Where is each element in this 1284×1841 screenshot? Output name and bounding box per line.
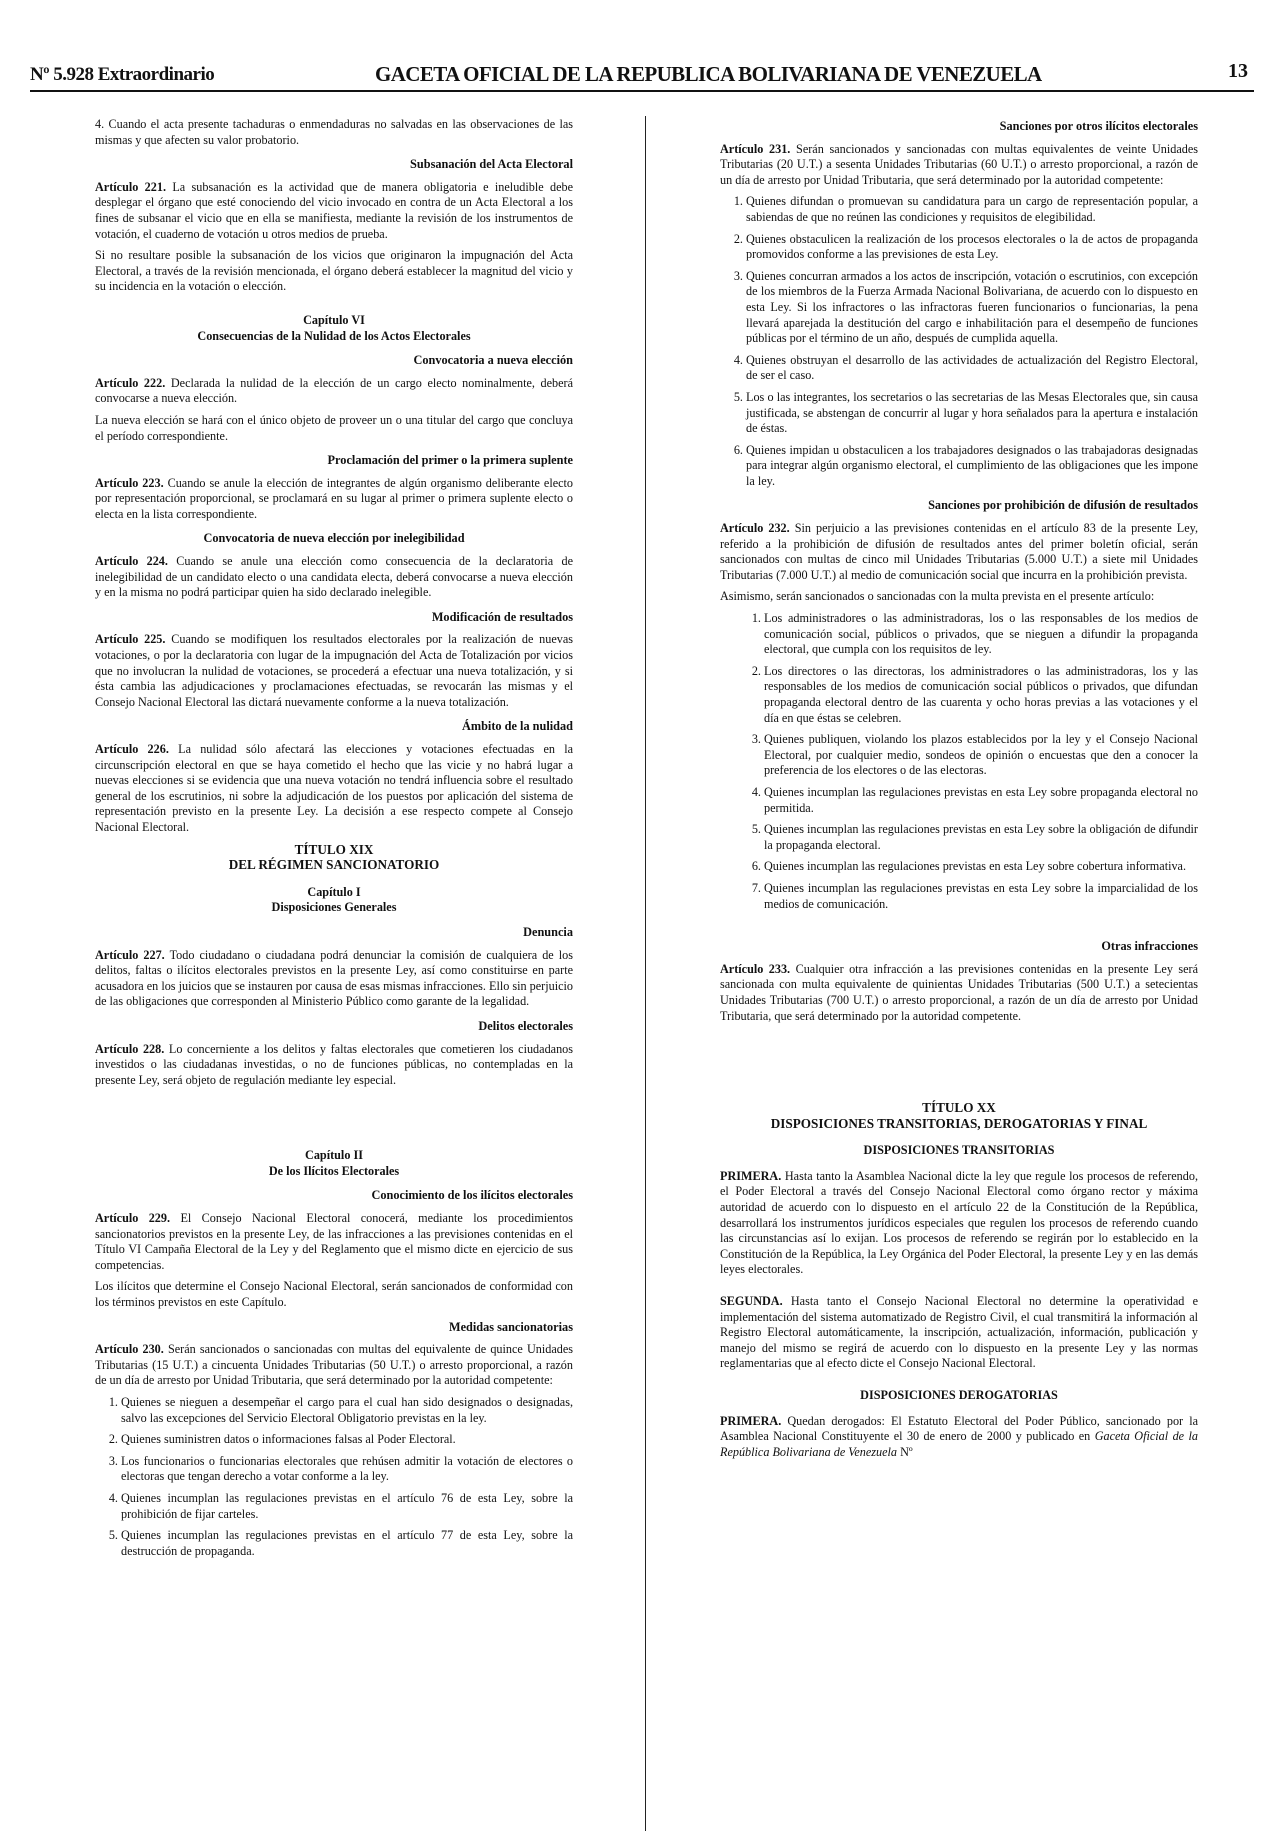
section-heading: Conocimiento de los ilícitos electorales (371, 1188, 573, 1203)
article-223 (95, 476, 573, 523)
list-item: 2. Los directores o las directoras, los administradores o las administradoras, los y las responsables de los medios de comunicación social públicos o privados, que difundan propaganda electoral dentro de las cuarenta y ocho horas previas a las votaciones y el día en que éstas se celebren. (764, 664, 1198, 726)
transitory-first (720, 1169, 1198, 1278)
article-227 (95, 948, 573, 1010)
article-text: Cuando se anule una elección como consecuencia de la declaratoria de inelegibilidad de un candidato electo o una candidata electa, deberá convocarse a nueva elección y en la misma no podrá participar quien ha sido declarado inelegible. (95, 554, 573, 600)
article-label: Artículo 223. (95, 475, 164, 490)
article-label: Artículo 230. (95, 1342, 164, 1357)
article-233 (720, 962, 1198, 1024)
article-230 (95, 1342, 573, 1389)
list-item: 1. Los administradores o las administradoras, los o las responsables de los medios de comunicación social, públicos o privados, que se nieguen a difundir la propaganda electoral, que cumpla con los requisitos de ley. (764, 611, 1198, 658)
title-label: TÍTULO XIX (294, 841, 374, 857)
section-heading: Sanciones por otros ilícitos electorales (999, 119, 1198, 133)
page-number: 13 (1228, 60, 1248, 82)
list-item: 4. Quienes obstruyan el desarrollo de las actividades de actualización del Registro Electoral, de ser el caso. (746, 353, 1198, 384)
article-text: Lo concerniente a los delitos y faltas electorales que cometieren los ciudadanos investidos o las ciudadanas investidas, o no de funciones públicas, no contempladas en la presente Ley, será objeto de regulación mediante ley especial. (95, 1041, 573, 1087)
article-label: Artículo 227. (95, 947, 165, 962)
list-item: 4. Cuando el acta presente tachaduras o enmendaduras no salvadas en las observaciones de las mismas y que afecten su valor probatorio. (95, 117, 573, 147)
article-label: Artículo 228. (95, 1041, 165, 1056)
article-text: La subsanación es la actividad que de manera obligatoria e ineludible debe desplegar el órgano que esté conociendo del vicio invocado en contra de un Acta Electoral a los fines de subsanar el vicio que en ella se manifiesta, mediante la revisión de los instrumentos de votación, el cuaderno de votación u otros medios de prueba. (95, 179, 574, 241)
list-item: 1. Quienes difundan o promuevan su candidatura para un cargo de representación popular, a sabiendas de que no reúnen las condiciones y requisitos de elegibilidad. (746, 194, 1198, 225)
list-item: 2. Quienes obstaculicen la realización de los procesos electorales o la de actos de propaganda promovidos conforme a las previsiones de esta Ley. (746, 232, 1198, 263)
article-221 (95, 180, 573, 242)
article-text: Hasta tanto la Asamblea Nacional dicte la ley que regule los procesos de referendo, el Poder Electoral a través del Consejo Nacional Electoral como órgano rector y máxima autoridad de acuerdo con lo dispuesto en el artículo 22 de la Constitución de la República, desarrollará los instrumentos jurídicos especiales que regulen los procesos de referendo cuando las circunstancias así lo exijan. Los procesos de referendo se regirán por lo establecido en la Constitución de la República, la Ley Orgánica del Poder Electoral, la presente Ley y en las demás leyes electorales. (720, 1168, 1198, 1277)
section-heading: Modificación de resultados (431, 609, 573, 624)
section-heading: Convocatoria de nueva elección por inelegibilidad (203, 531, 465, 546)
section-heading: Otras infracciones (1101, 939, 1198, 954)
section-heading: Delitos electorales (478, 1018, 573, 1033)
article-text: Hasta tanto el Consejo Nacional Electoral no determine la operatividad e implementación del sistema automatizado de Registro Civil, el cual transmitirá la información al Registro Electoral automáticamente, la inscripción, actualización, información, publicación y manejo del mismo se regirá de acuerdo con lo dispuesto en la presente Ley y las normas reglamentarias que al efecto dicte el Consejo Nacional Electoral. (720, 1294, 1198, 1371)
article-text: Serán sancionados y sancionadas con multas equivalentes de veinte Unidades Tributarias (20 U.T.) a sesenta Unidades Tributarias (60 U.T.) o arresto proporcional, a razón de un día de arresto por Unidad Tributaria, que será determinado por la autoridad competente: (720, 141, 1198, 187)
issue-number: Nº 5.928 Extraordinario (30, 64, 215, 85)
article-text: El Consejo Nacional Electoral conocerá, mediante los procedimientos sancionatorios previstos en la presente Ley, de las infracciones a las previsiones contenidas en el Título VI Campaña Electoral de la Ley y del Reglamento que el mismo dicte en ejercicio de sus competencias. (95, 1211, 573, 1272)
article-text: Sin perjuicio a las previsiones contenidas en el artículo 83 de la presente Ley, referido a la prohibición de difusión de resultados antes del primer boletín oficial, serán sancionados con multas de cinco mil Unidades Tributarias (5.000 U.T.) a siete mil Unidades Tributarias (7.000 U.T.) al medio de comunicación social que incurra en la prohibición prevista. (720, 521, 1199, 582)
article-label: Artículo 233. (720, 961, 791, 976)
article-231-list (720, 194, 1198, 489)
article-label: Artículo 224. (95, 554, 168, 569)
chapter-label: Capítulo II (305, 1148, 363, 1163)
section-heading: DISPOSICIONES DEROGATORIAS (860, 1388, 1058, 1402)
article-230-list (95, 1395, 573, 1559)
title-label: TÍTULO XX (922, 1100, 996, 1116)
section-heading: Sanciones por prohibición de difusión de resultados (928, 498, 1198, 513)
article-label: SEGUNDA. (720, 1294, 783, 1309)
article-232 (720, 521, 1198, 583)
article-label: Artículo 232. (720, 521, 790, 536)
chapter-title: De los Ilícitos Electorales (268, 1163, 400, 1178)
list-item: 7. Quienes incumplan las regulaciones previstas en esta Ley sobre la imparcialidad de los medios de comunicación. (764, 881, 1198, 912)
gazette-name: Gaceta Oficial de la República Bolivariana de Venezuela (720, 1429, 1199, 1459)
list-item: 3. Quienes concurran armados a los actos de inscripción, votación o escrutinios, con excepción de los miembros de la Fuerza Armada Nacional Bolivariana, de acuerdo con lo dispuesto en esta Ley. Si los infractores o las infractoras fueren funcionarios o funcionarias, la pena llevará aparejada la destitución del cargo e inhabilitación para el desempeño de funciones públicas por el término de un año, después de cumplida aquella. (746, 269, 1198, 347)
list-item: 4. Quienes incumplan las regulaciones previstas en el artículo 76 de esta Ley, sobre la prohibición de fijar carteles. (121, 1491, 573, 1522)
chapter-label: Capítulo VI (303, 312, 365, 327)
list-item: 5. Quienes incumplan las regulaciones previstas en el artículo 77 de esta Ley, sobre la destrucción de propaganda. (121, 1528, 573, 1559)
paragraph: Los ilícitos que determine el Consejo Nacional Electoral, serán sancionados de conformidad con los términos previstos en este Capítulo. (95, 1279, 573, 1310)
chapter-label: Capítulo I (307, 884, 361, 899)
transitory-second (720, 1294, 1198, 1372)
article-label: Artículo 225. (95, 632, 166, 647)
paragraph: Si no resultare posible la subsanación de los vicios que originaron la impugnación del Acta Electoral, a través de la revisión mencionada, el órgano deberá establecer la magnitud del vicio y su incidencia en la votación o elección. (95, 248, 573, 294)
list-item: 4. Quienes incumplan las regulaciones previstas en esta Ley sobre propaganda electoral no permitida. (764, 785, 1198, 816)
list-item: 3. Quienes publiquen, violando los plazos establecidos por la ley y el Consejo Nacional Electoral, por cualquier medio, sondeos de opinión o encuestas que den a conocer la preferencia de los electores o de las electoras. (764, 732, 1198, 779)
article-text: La nulidad sólo afectará las elecciones y votaciones efectuadas en la circunscripción electoral en que se haya cometido el hecho que las vicie y no habrá lugar a nuevas elecciones si se evidencia que una nueva votación no tendrá influencia sobre el resultado general de los escrutinios, ni sobre la adjudicación de los puestos por aplicación del sistema de representación previsto en la presente Ley. La decisión a ese respecto compete al Consejo Nacional Electoral. (95, 742, 573, 834)
list-item: 5. Los o las integrantes, los secretarios o las secretarias de las Mesas Electorales que, sin causa justificada, se abstengan de concurrir al lugar y hora señalados para la apertura e instalación de éstas. (746, 390, 1198, 437)
section-heading: Proclamación del primer o la primera suplente (327, 453, 573, 468)
article-text: Declarada la nulidad de la elección de un cargo electo nominalmente, deberá convocarse a nueva elección. (95, 375, 573, 406)
paragraph: La nueva elección se hará con el único objeto de proveer un o una titular del cargo que concluya el período correspondiente. (95, 412, 573, 443)
list-item: 1. Quienes se nieguen a desempeñar el cargo para el cual han sido designados o designadas, salvo las excepciones del Servicio Electoral Obligatorio previstas en la ley. (121, 1395, 573, 1426)
article-text-end: Nº (897, 1444, 913, 1459)
title-heading: DISPOSICIONES TRANSITORIAS, DEROGATORIAS Y FINAL (770, 1115, 1148, 1131)
article-label: Artículo 231. (720, 141, 791, 156)
article-222 (95, 376, 573, 407)
gazette-title: GACETA OFICIAL DE LA REPUBLICA BOLIVARIANA DE VENEZUELA (375, 62, 1042, 86)
article-228 (95, 1042, 573, 1089)
section-heading: Subsanación del Acta Electoral (410, 157, 573, 172)
article-label: PRIMERA. (720, 1168, 782, 1183)
section-heading: Denuncia (523, 924, 573, 939)
article-225 (95, 632, 573, 710)
article-text: Serán sancionados o sancionadas con multas del equivalente de quince Unidades Tributarias (15 U.T.) a cincuenta Unidades Tributarias (50 U.T.) o arresto proporcional, a razón de un día de arresto por Unidad Tributaria, que será determinado por la autoridad competente: (95, 1342, 573, 1388)
title-heading: DEL RÉGIMEN SANCIONATORIO (228, 857, 440, 873)
article-231 (720, 142, 1198, 189)
article-text: Cuando se anule la elección de integrantes de algún organismo deliberante electo por representación proporcional, se proclamará en su lugar al primer o primera suplente electo o electa en la lista correspondiente. (95, 475, 573, 521)
article-label: PRIMERA. (720, 1413, 782, 1428)
list-item: 3. Los funcionarios o funcionarias electorales que rehúsen admitir la votación de electores o electoras que tengan derecho a votar conforme a la ley. (121, 1454, 573, 1485)
article-text: Todo ciudadano o ciudadana podrá denunciar la comisión de cualquiera de los delitos, faltas o ilícitos electorales previstos en la presente Ley, así como constituirse en parte acusadora en los juicios que se instauren por causa de esas mismas infracciones. Ello sin perjuicio de las obligaciones que corresponden al Ministerio Público como garante de la legalidad. (95, 947, 573, 1009)
article-text: Cuando se modifiquen los resultados electorales por la realización de nuevas votaciones, o por la declaratoria con lugar de la impugnación del Acta de Totalización por vicios que no involucran la nulidad de votaciones, se procederá a efectuar una nueva totalización, y si ésta cambia las adjudicaciones y proclamaciones efectuadas, se revocarán las mismas y el Consejo Nacional Electoral las dictará nuevamente conforme a la nueva totalización. (95, 632, 573, 709)
section-heading: DISPOSICIONES TRANSITORIAS (863, 1143, 1055, 1158)
chapter-title: Disposiciones Generales (271, 900, 397, 915)
chapter-title: Consecuencias de la Nulidad de los Actos Electorales (197, 328, 471, 343)
article-label: Artículo 229. (95, 1211, 171, 1226)
article-224 (95, 554, 573, 601)
list-item: 6. Quienes incumplan las regulaciones previstas en esta Ley sobre cobertura informativa. (764, 859, 1198, 875)
article-label: Artículo 222. (95, 375, 166, 390)
article-232-list (720, 611, 1198, 912)
list-item: 2. Quienes suministren datos o informaciones falsas al Poder Electoral. (121, 1432, 573, 1448)
list-item: 5. Quienes incumplan las regulaciones previstas en esta Ley sobre la obligación de difundir la propaganda electoral. (764, 822, 1198, 853)
gazette-header (30, 60, 1254, 92)
list-item: 6. Quienes impidan u obstaculicen a los trabajadores designados o las trabajadoras designadas para integrar algún organismo electoral, el cumplimiento de las obligaciones que les impone la ley. (746, 443, 1198, 490)
right-column (720, 117, 1198, 1466)
article-226 (95, 742, 573, 836)
article-label: Artículo 221. (95, 179, 166, 194)
derogatory-first (720, 1414, 1198, 1461)
paragraph: Asimismo, serán sancionados o sancionadas con la multa prevista en el presente artículo: (720, 589, 1155, 604)
section-heading: Medidas sancionatorias (448, 1319, 573, 1334)
section-heading: Convocatoria a nueva elección (413, 353, 573, 368)
article-229 (95, 1211, 573, 1273)
article-text: Quedan derogados: El Estatuto Electoral del Poder Público, sancionado por la Asamblea Nacional Constituyente el 30 de enero de 2000 y publicado en (720, 1413, 1198, 1444)
section-heading: Ámbito de la nulidad (461, 719, 573, 734)
article-text: Cualquier otra infracción a las previsiones contenidas en la presente Ley será sancionada con multa equivalente de quinientas Unidades Tributarias (500 U.T.) a setecientas Unidades Tributarias (700 U.T.) o arresto proporcional, a razón de un día de arresto por Unidad Tributaria, que será determinado por la autoridad competente. (720, 961, 1198, 1023)
left-column (95, 117, 573, 1565)
article-label: Artículo 226. (95, 742, 169, 756)
column-divider (645, 116, 646, 1831)
